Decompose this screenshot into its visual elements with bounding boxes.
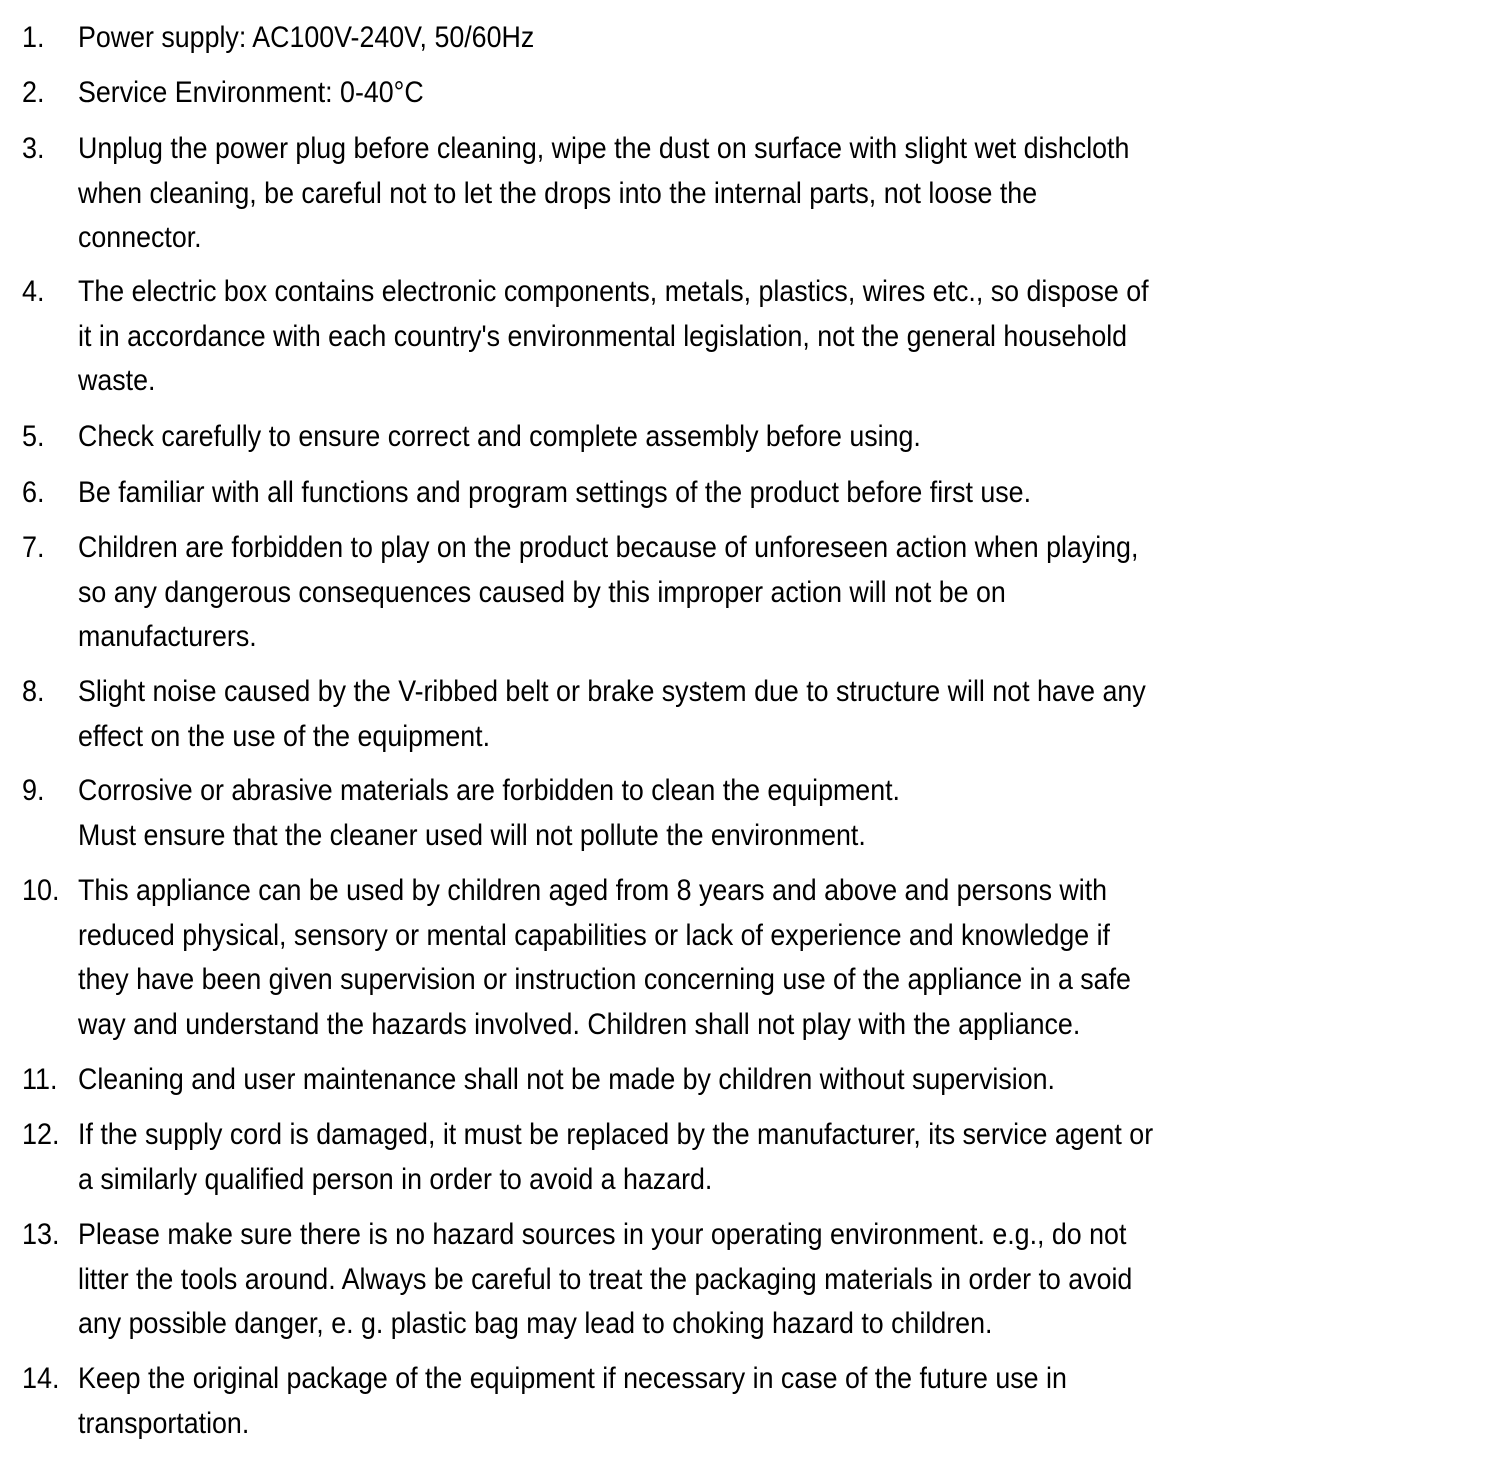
list-item-text — [78, 71, 465, 116]
list-item-number: 1. — [22, 21, 45, 54]
text-line: a similarly qualified person in order to avoid a hazard. — [78, 1162, 713, 1196]
list-item-number: 4. — [22, 275, 45, 308]
text-line: any possible danger, e. g. plastic bag may lead to choking hazard to children. — [78, 1307, 993, 1340]
text-line: This appliance can be used by children aged from 8 years and above and persons with — [78, 874, 1108, 907]
list-item-text — [78, 1357, 1185, 1446]
text-line: they have been given supervision or instruction concerning use of the appliance in a safe — [78, 963, 1131, 996]
list-item-number: 10. — [22, 874, 60, 907]
list-item-text — [78, 270, 1277, 404]
list-item-text — [78, 415, 1022, 460]
list-item-text — [78, 1213, 1259, 1347]
list-item-text — [78, 769, 998, 858]
list-item-text — [78, 471, 1145, 516]
text-line: Be familiar with all functions and program settings of the product before first use. — [78, 476, 1032, 509]
text-line: way and understand the hazards involved. Children shall not play with the appliance. — [78, 1007, 1081, 1041]
text-line: when cleaning, be careful not to let the drops into the internal parts, not loose the — [78, 176, 1038, 210]
text-line: effect on the use of the equipment. — [78, 719, 491, 753]
list-item-text — [78, 127, 1255, 261]
list-item-number: 2. — [22, 76, 45, 109]
text-line: If the supply cord is damaged, it must be replaced by the manufacturer, its service agent or — [78, 1118, 1154, 1151]
list-item-text — [78, 1058, 1172, 1103]
text-line: litter the tools around. Always be careful to treat the packaging materials in order to avoid — [78, 1262, 1133, 1296]
text-line: Service Environment: 0-40°C — [78, 76, 424, 109]
text-line: connector. — [78, 221, 202, 254]
list-item-number: 6. — [22, 476, 45, 509]
text-line: Children are forbidden to play on the product because of unforeseen action when playing, — [78, 531, 1139, 564]
text-line: Slight noise caused by the V-ribbed belt or brake system due to structure will not have any — [78, 675, 1146, 708]
list-item-text — [78, 16, 589, 61]
list-item-text — [78, 1113, 1282, 1202]
text-line: Check carefully to ensure correct and complete assembly before using. — [78, 420, 921, 453]
text-line: transportation. — [78, 1406, 250, 1440]
text-line: Keep the original package of the equipment if necessary in case of the future use in — [78, 1362, 1067, 1395]
list-item-text — [78, 670, 1274, 759]
list-item-number: 8. — [22, 675, 45, 708]
text-line: Corrosive or abrasive materials are forbidden to clean the equipment. — [78, 774, 900, 807]
text-line: Power supply: AC100V-240V, 50/60Hz — [78, 21, 535, 54]
list-item-number: 7. — [22, 531, 45, 564]
text-line: Cleaning and user maintenance shall not be made by children without supervision. — [78, 1063, 1055, 1096]
list-item-number: 12. — [22, 1118, 60, 1151]
text-line: so any dangerous consequences caused by this improper action will not be on — [78, 575, 1006, 609]
list-item-number: 3. — [22, 132, 45, 165]
text-line: it in accordance with each country's environmental legislation, not the general household — [78, 319, 1128, 353]
text-line: waste. — [78, 364, 156, 397]
text-line: reduced physical, sensory or mental capabilities or lack of experience and knowledge if — [78, 918, 1110, 952]
text-line: Must ensure that the cleaner used will not pollute the environment. — [78, 818, 866, 852]
list-item-number: 9. — [22, 774, 45, 807]
text-line: Please make sure there is no hazard sources in your operating environment. e.g., do not — [78, 1218, 1127, 1251]
list-item-number: 13. — [22, 1218, 60, 1251]
list-item-number: 14. — [22, 1362, 60, 1395]
text-line: The electric box contains electronic components, metals, plastics, wires etc., so dispose of — [78, 275, 1149, 308]
list-item-number: 11. — [22, 1063, 58, 1096]
text-line: Unplug the power plug before cleaning, wipe the dust on surface with slight wet dishcloth — [78, 132, 1130, 165]
list-item-text — [78, 869, 1257, 1047]
text-line: manufacturers. — [78, 620, 257, 653]
list-item-number: 5. — [22, 420, 45, 453]
list-item-text — [78, 526, 1265, 660]
